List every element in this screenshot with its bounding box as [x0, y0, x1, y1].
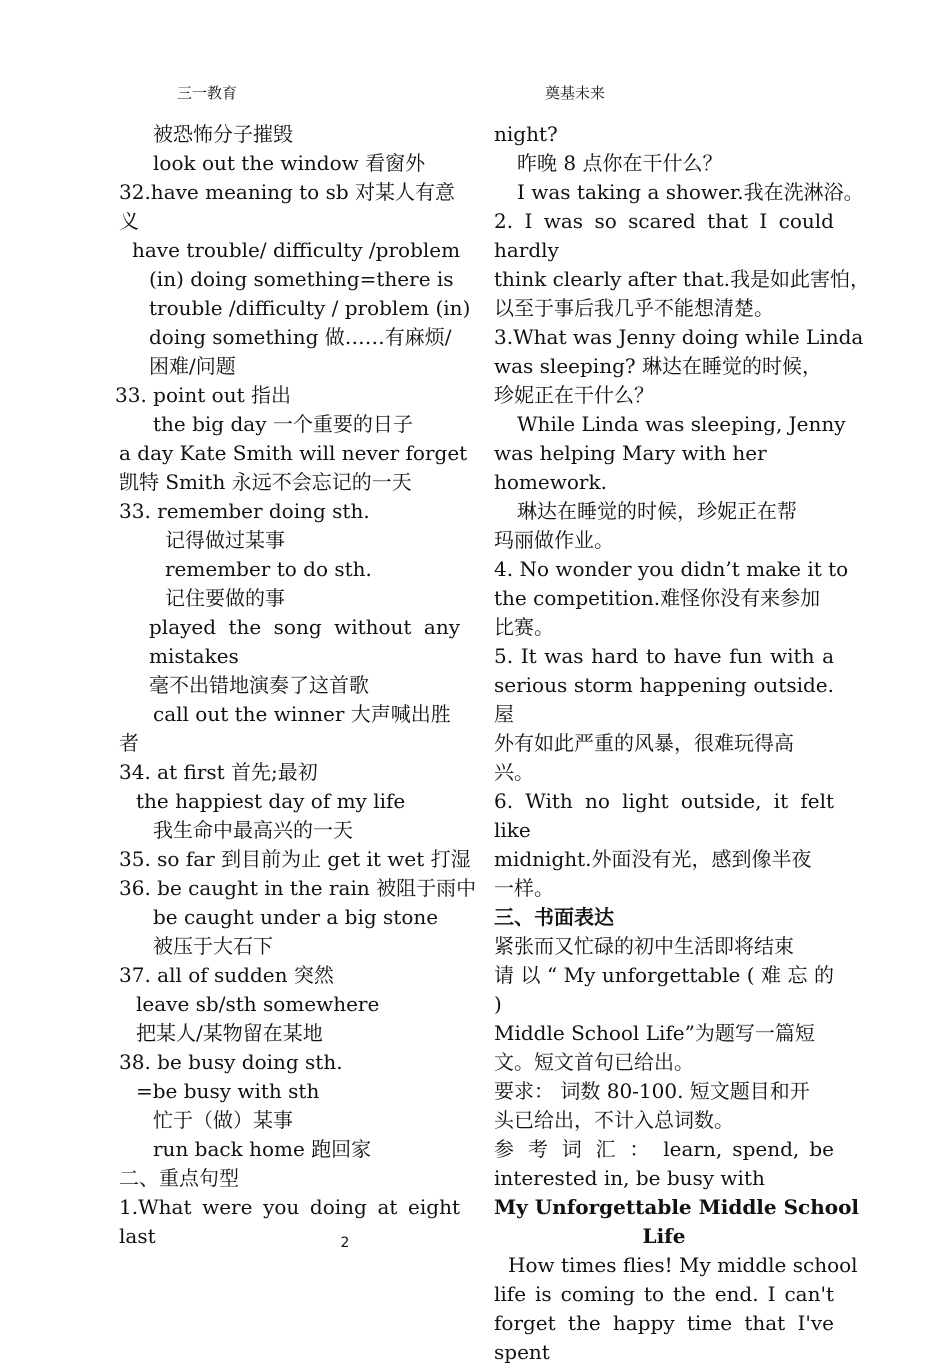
text-line: interested in, be busy with: [494, 1166, 765, 1190]
text-line: midnight.外面没有光，感到像半夜: [494, 847, 812, 871]
text-line: 毫不出错地演奏了这首歌: [149, 673, 369, 697]
text-line: 昨晚 8 点你在干什么？: [517, 151, 723, 175]
text-line: 被恐怖分子摧毁: [153, 122, 293, 146]
text-line: 2. I was so scared that I could hardly: [494, 209, 834, 262]
text-line: 困难/问题: [149, 354, 236, 378]
text-line: 以至于事后我几乎不能想清楚。: [494, 296, 774, 320]
text-line: 请 以 “ My unforgettable ( 难 忘 的 ): [494, 963, 834, 1016]
text-line: 36. be caught in the rain 被阻于雨中: [119, 876, 477, 900]
text-line: doing something 做……有麻烦/: [149, 325, 452, 349]
text-line: 珍妮正在干什么？: [494, 383, 654, 407]
text-line: While Linda was sleeping, Jenny: [517, 412, 846, 436]
left-column: [115, 120, 477, 1251]
text-line: 我生命中最高兴的一天: [153, 818, 353, 842]
text-line: remember to do sth.: [165, 557, 372, 581]
text-line: 32.have meaning to sb 对某人有意: [119, 180, 456, 204]
text-line: 头已给出，不计入总词数。: [494, 1108, 734, 1132]
text-line: 忙于（做）某事: [153, 1108, 293, 1132]
text-line: run back home 跑回家: [153, 1137, 372, 1161]
essay-title-line-2: Life: [642, 1224, 686, 1248]
text-line: was sleeping? 琳达在睡觉的时候，: [494, 354, 822, 378]
text-line: 33. point out 指出: [115, 383, 291, 407]
text-line: 34. at first 首先;最初: [119, 760, 318, 784]
text-line: be caught under a big stone: [153, 905, 439, 929]
text-line: the happiest day of my life: [136, 789, 406, 813]
text-line: leave sb/sth somewhere: [136, 992, 380, 1016]
text-line: 5. It was hard to have fun with a: [494, 644, 834, 668]
text-line: 文。短文首句已给出。: [494, 1050, 694, 1074]
text-line: homework.: [494, 470, 607, 494]
page-number: 2: [340, 1235, 350, 1251]
text-line: 参 考 词 汇 ： learn, spend, be: [494, 1137, 834, 1161]
text-line: Middle School Life”为题写一篇短: [494, 1021, 815, 1045]
text-line: 琳达在睡觉的时候，珍妮正在帮: [517, 499, 797, 523]
text-line: How times flies! My middle school: [508, 1253, 858, 1277]
text-line: 33. remember doing sth.: [119, 499, 370, 523]
text-line: was helping Mary with her: [494, 441, 767, 465]
text-line: night?: [494, 122, 558, 146]
text-line: 比赛。: [494, 615, 554, 639]
text-line: the competition.难怪你没有来参加: [494, 586, 821, 610]
text-line: 38. be busy doing sth.: [119, 1050, 343, 1074]
text-line: 记住要做的事: [165, 586, 285, 610]
text-line: 义: [119, 209, 139, 233]
text-line: 要求： 词数 80-100. 短文题目和开: [494, 1079, 810, 1103]
text-line: 35. so far 到目前为止 get it wet 打湿: [119, 847, 471, 871]
text-line: =be busy with sth: [136, 1079, 320, 1103]
header-right: 奠基未来: [545, 84, 606, 102]
text-line: 1.What were you doing at eight last: [119, 1195, 460, 1248]
right-column: [494, 120, 870, 1367]
text-line: 37. all of sudden 突然: [119, 963, 334, 987]
text-line: I was taking a shower.我在洗淋浴。: [517, 180, 864, 204]
text-line: call out the winner 大声喊出胜: [153, 702, 451, 726]
section-heading: 三、书面表达: [494, 905, 614, 929]
text-line: life is coming to the end. I can't: [494, 1282, 834, 1306]
text-line: 把某人/某物留在某地: [136, 1021, 323, 1045]
text-line: 3.What was Jenny doing while Linda: [494, 325, 864, 349]
text-line: 者: [119, 731, 139, 755]
text-line: serious storm happening outside. 屋: [494, 673, 834, 726]
text-line: have trouble/ difficulty /problem: [132, 238, 461, 262]
text-line: think clearly after that.我是如此害怕，: [494, 267, 870, 291]
text-line: 玛丽做作业。: [494, 528, 614, 552]
text-line: mistakes: [149, 644, 239, 668]
header-left: 三一教育: [177, 84, 238, 102]
text-line: look out the window 看窗外: [153, 151, 426, 175]
text-line: 凯特 Smith 永远不会忘记的一天: [119, 470, 412, 494]
text-line: trouble /difficulty / problem (in): [149, 296, 471, 320]
text-line: 6. With no light outside, it felt like: [494, 789, 834, 842]
text-line: 4. No wonder you didn’t make it to: [494, 557, 849, 581]
text-line: 外有如此严重的风暴，很难玩得高: [494, 731, 794, 755]
text-line: (in) doing something=there is: [149, 267, 454, 291]
text-line: forget the happy time that I've spent: [494, 1311, 834, 1364]
section-heading: 二、重点句型: [119, 1166, 239, 1190]
text-line: played the song without any: [149, 615, 460, 639]
text-line: a day Kate Smith will never forget: [119, 441, 468, 465]
text-line: 一样。: [494, 876, 554, 900]
text-line: 被压于大石下: [153, 934, 273, 958]
text-line: 兴。: [494, 760, 534, 784]
text-line: 记得做过某事: [165, 528, 285, 552]
text-line: the big day 一个重要的日子: [153, 412, 413, 436]
essay-title-line-1: My Unforgettable Middle School: [494, 1195, 860, 1219]
text-line: 紧张而又忙碌的初中生活即将结束: [494, 934, 794, 958]
